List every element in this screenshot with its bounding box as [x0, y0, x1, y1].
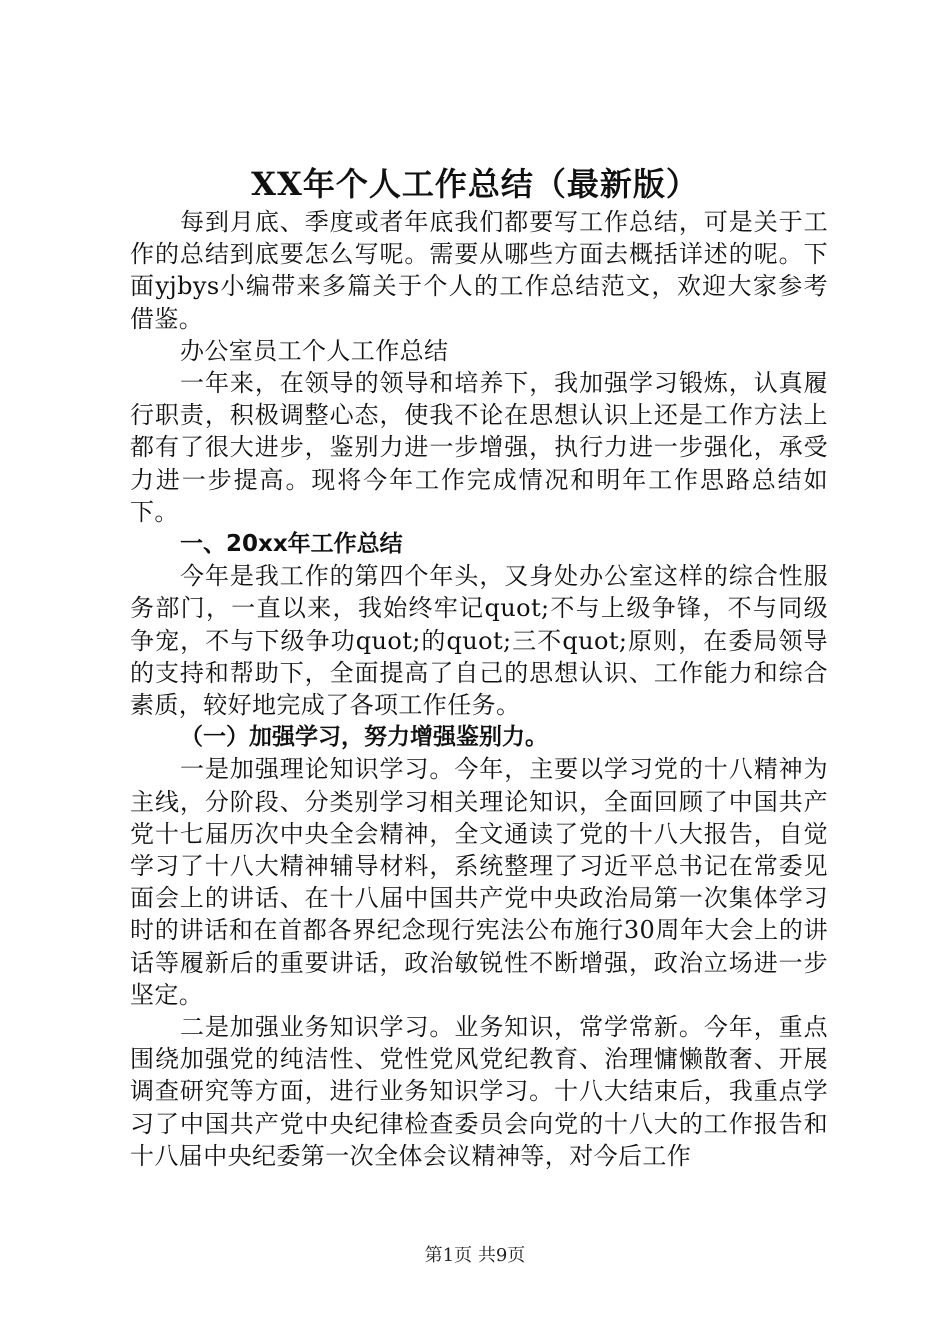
overview-paragraph: 一年来，在领导的领导和培养下，我加强学习锻炼，认真履行职责，积极调整心态，使我不论在思想认识上还是工作方法上都有了很大进步，鉴别力进一步增强，执行力进一步强化，承受力进一步提高。现将今年工作完成情况和明年工作思路总结如下。: [130, 369, 828, 526]
theory-study-paragraph: 一是加强理论知识学习。今年，主要以学习党的十八精神为主线，分阶段、分类别学习相关理论知识，全面回顾了中国共产党十七届历次中央全会精神，全文通读了党的十八大报告，自觉学习了十八大精神辅导材料，系统整理了习近平总书记在常委见面会上的讲话、在十八届中国共产党中央政治局第一次集体学习时的讲话和在首都各界纪念现行宪法公布施行30周年大会上的讲话等履新后的重要讲话，政治敏锐性不断增强，政治立场进一步坚定。: [130, 755, 828, 1009]
document-title: XX年个人工作总结（最新版）: [251, 165, 699, 203]
subsection-heading-1: （一）加强学习，努力增强鉴别力。: [180, 724, 548, 751]
section-subtitle: 办公室员工个人工作总结: [180, 336, 449, 365]
page-footer: 第1页 共9页: [424, 1245, 526, 1266]
section-heading-1: 一、20xx年工作总结: [180, 531, 403, 558]
intro-paragraph: 每到月底、季度或者年底我们都要写工作总结，可是关于工作的总结到底要怎么写呢。需要从哪些方面去概括详述的呢。下面yjbys小编带来多篇关于个人的工作总结范文，欢迎大家参考借鉴。: [130, 208, 828, 333]
summary-paragraph: 今年是我工作的第四个年头，又身处办公室这样的综合性服务部门，一直以来，我始终牢记quot;不与上级争锋，不与同级争宠，不与下级争功quot;的quot;三不quot;原则，在委局领导的支持和帮助下，全面提高了自己的思想认识、工作能力和综合素质，较好地完成了各项工作任务。: [130, 562, 828, 720]
business-study-paragraph: 二是加强业务知识学习。业务知识，常学常新。今年，重点围绕加强党的纯洁性、党性党风党纪教育、治理慵懒散奢、开展调查研究等方面，进行业务知识学习。十八大结束后，我重点学习了中国共产党中央纪律检查委员会向党的十八大的工作报告和十八届中央纪委第一次全体会议精神等，对今后工作: [130, 1013, 828, 1170]
document-body: [130, 206, 828, 1172]
